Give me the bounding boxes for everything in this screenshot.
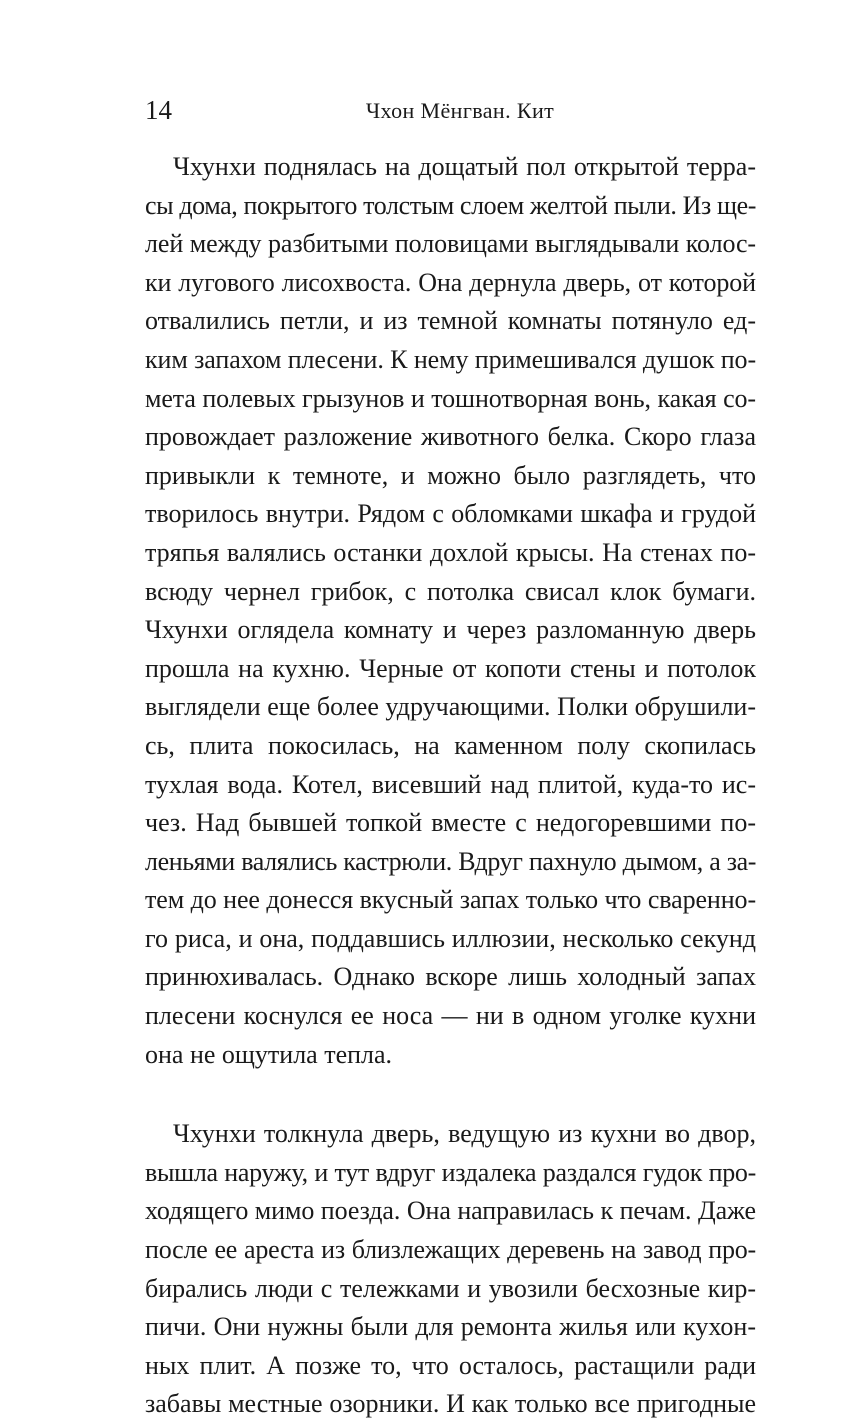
text-line: после ее ареста из близлежащих деревень на завод про-	[145, 1235, 756, 1265]
text-line: всюду чернел грибок, с потолка свисал клок бумаги.	[145, 576, 756, 606]
paragraph	[145, 1115, 756, 1424]
text-line: пичи. Они нужны были для ремонта жилья или кухон-	[145, 1312, 756, 1342]
text-line: Чхунхи поднялась на дощатый пол открытой терра-	[173, 152, 756, 181]
text-line: сы дома, покрытого толстым слоем желтой пыли. Из ще-	[145, 190, 756, 220]
text-line: привыкли к темноте, и можно было разглядеть, что	[145, 460, 756, 490]
body-text	[145, 148, 756, 1424]
text-line: мета полевых грызунов и тошнотворная вонь, какая со-	[145, 383, 756, 413]
text-line: прошла на кухню. Черные от копоти стены и потолок	[145, 653, 756, 683]
text-line: тем до нее донесся вкусный запах только что сваренно-	[145, 885, 756, 915]
text-line: леньями валялись кастрюли. Вдруг пахнуло дымом, а за-	[145, 846, 756, 876]
text-line: Чхунхи толкнула дверь, ведущую из кухни во двор,	[173, 1119, 756, 1149]
text-line: вышла наружу, и тут вдруг издалека раздался гудок про-	[145, 1157, 756, 1187]
text-line: ходящего мимо поезда. Она направилась к печам. Даже	[145, 1196, 756, 1226]
text-line: творилось внутри. Рядом с обломками шкафа и грудой	[145, 499, 756, 529]
paragraph-gap	[145, 1074, 756, 1115]
running-title: Чхон Мёнгван. Кит	[365, 98, 555, 123]
text-line: ных плит. А позже то, что осталось, растащили ради	[145, 1350, 756, 1380]
text-line: забавы местные озорники. И как только все пригодные	[145, 1389, 756, 1419]
text-line: тухлая вода. Котел, висевший над плитой, куда-то ис-	[145, 769, 756, 799]
text-line: чез. Над бывшей топкой вместе с недогоревшими по-	[145, 808, 756, 838]
text-line: ки лугового лисохвоста. Она дернула дверь, от которой	[145, 267, 756, 297]
text-line: провождает разложение животного белка. Скоро глаза	[145, 422, 756, 452]
text-line: плесени коснулся ее носа — ни в одном уголке кухни	[145, 1001, 756, 1031]
text-line: лей между разбитыми половицами выглядывали колос-	[145, 229, 756, 259]
text-line: отвалились петли, и из темной комнаты потянуло ед-	[145, 306, 756, 336]
text-line: она не ощутила тепла.	[145, 1039, 393, 1069]
text-line: тряпья валялись останки дохлой крысы. На стенах по-	[145, 537, 756, 567]
paragraph	[145, 148, 756, 1074]
text-line: выглядели еще более удручающими. Полки обрушили-	[145, 692, 756, 722]
text-line: Чхунхи оглядела комнату и через разломанную дверь	[145, 615, 756, 645]
text-line: сь, плита покосилась, на каменном полу скопилась	[145, 730, 756, 760]
text-line: принюхивалась. Однако вскоре лишь холодный запах	[145, 962, 756, 992]
page-number: 14	[145, 95, 172, 125]
text-line: го риса, и она, поддавшись иллюзии, несколько секунд	[145, 923, 756, 953]
text-line: бирались люди с тележками и увозили бесхозные кир-	[145, 1273, 756, 1303]
text-line: ким запахом плесени. К нему примешивался душок по-	[145, 344, 756, 374]
